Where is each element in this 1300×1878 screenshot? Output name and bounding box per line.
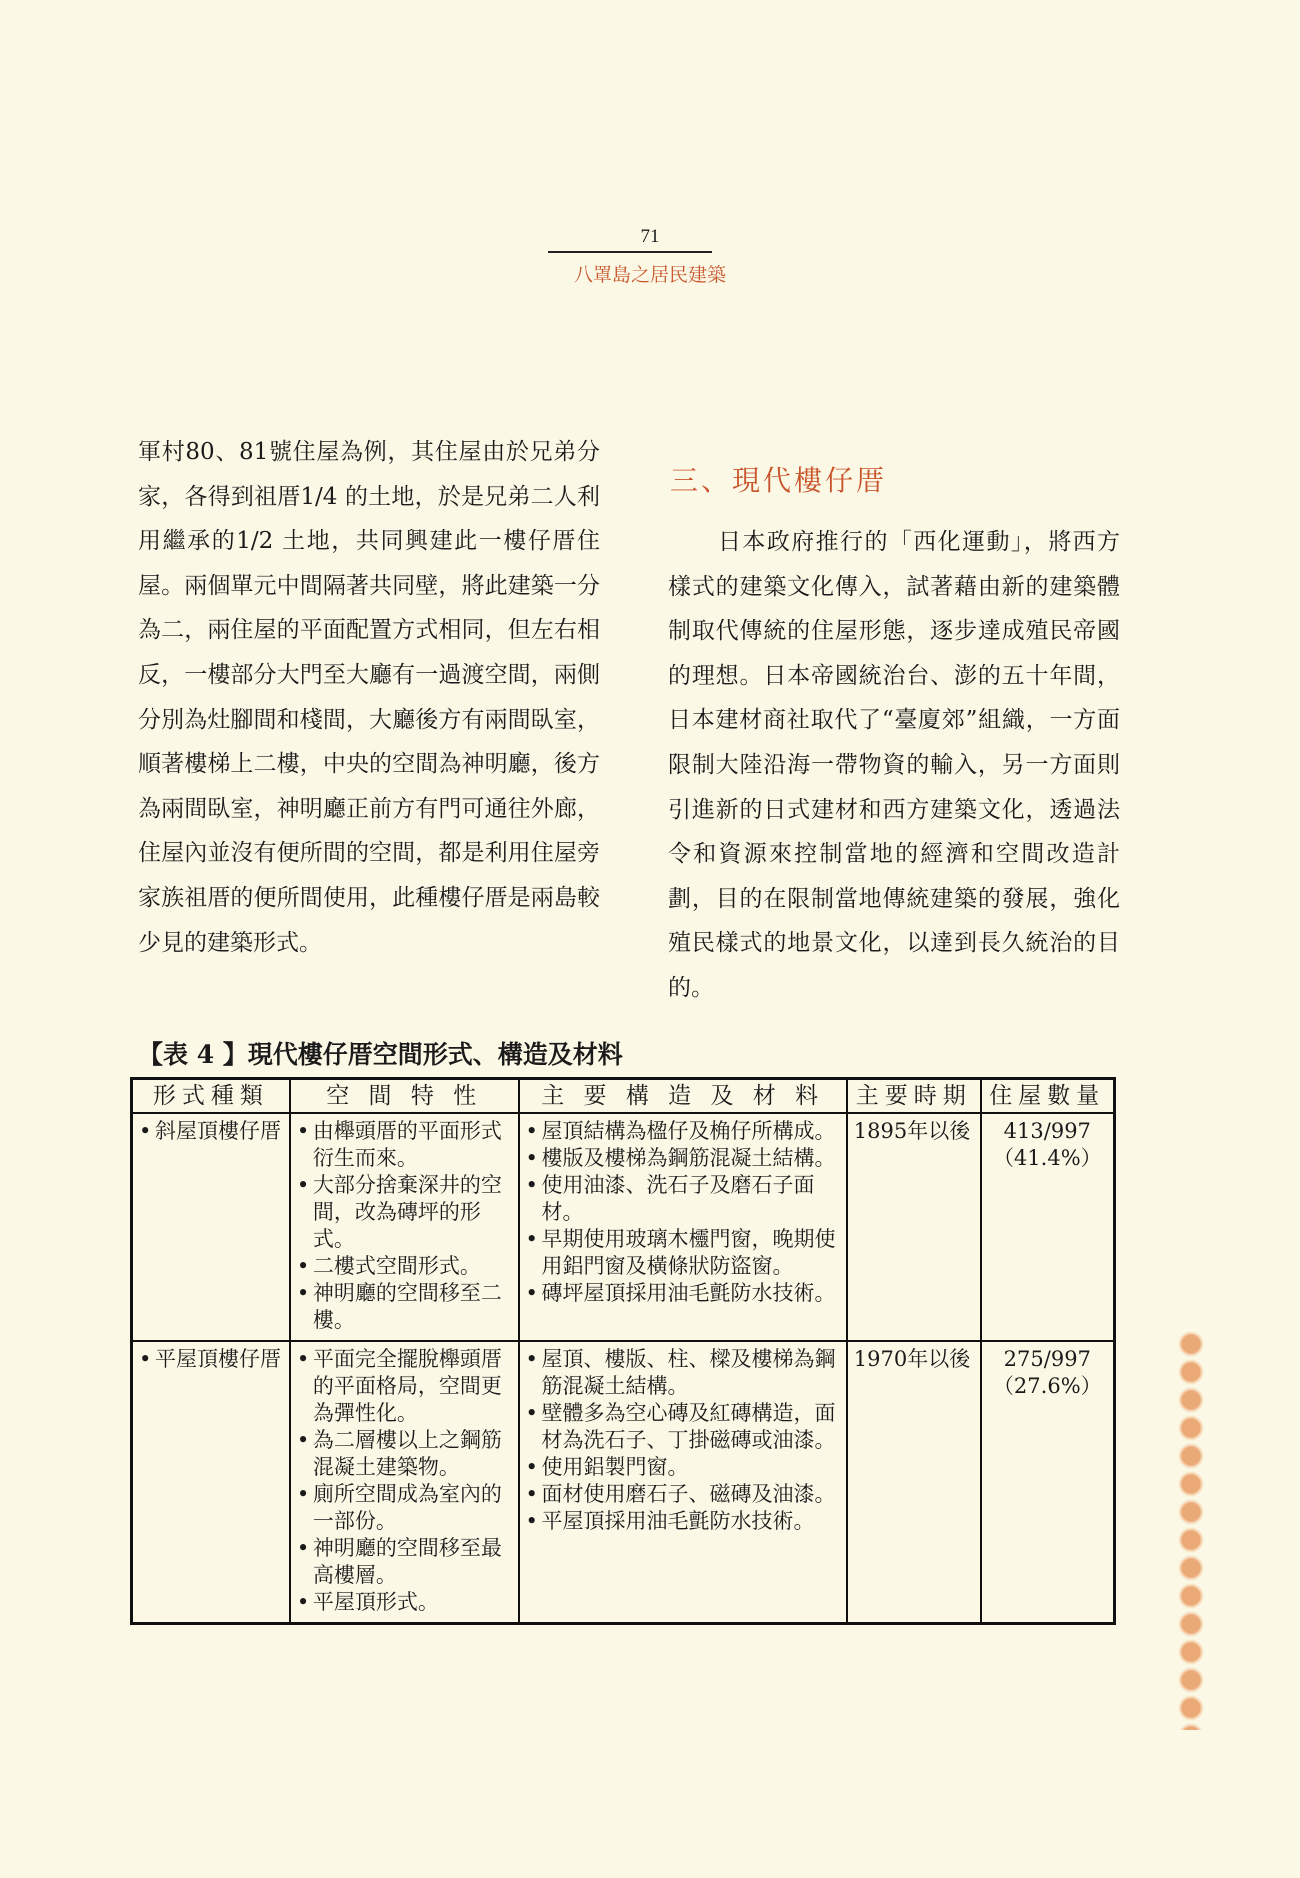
table-caption: 【表 4 】現代樓仔厝空間形式、構造及材料 xyxy=(138,1040,623,1069)
material-item: • 屋頂結構為楹仔及桷仔所構成。 xyxy=(526,1118,840,1145)
cell-type xyxy=(132,1341,290,1624)
space-item: • 平屋頂形式。 xyxy=(297,1589,512,1616)
space-item: • 二樓式空間形式。 xyxy=(297,1253,512,1280)
count-value: 413/997 xyxy=(1003,1119,1091,1143)
type-label: • 斜屋頂樓仔厝 xyxy=(139,1118,283,1145)
margin-decoration xyxy=(1176,1330,1206,1730)
space-item: • 大部分捨棄深井的空間，改為磚坪的形式。 xyxy=(297,1172,512,1253)
material-item: • 使用鋁製門窗。 xyxy=(526,1454,840,1481)
material-item: • 磚坪屋頂採用油毛氈防水技術。 xyxy=(526,1280,840,1307)
material-item: • 使用油漆、洗石子及磨石子面材。 xyxy=(526,1172,840,1226)
header-rule xyxy=(548,251,712,253)
section-heading: 三、現代樓仔厝 xyxy=(670,464,888,497)
cell-materials xyxy=(519,1341,847,1624)
cell-space xyxy=(290,1341,519,1624)
left-paragraph: 軍村80、81號住屋為例，其住屋由於兄弟分家，各得到祖厝1/4 的土地，於是兄弟二人利用繼承的1/2 土地，共同興建此一樓仔厝住屋。兩個單元中間隔著共同壁，將此建築一分為二，兩住屋的平面配置方式相同，但左右相反，一樓部分大門至大廳有一過渡空間，兩側分別為灶腳間和棧間，大廳後方有兩間臥室，順著樓梯上二樓，中央的空間為神明廳，後方為兩間臥室，神明廳正前方有門可通往外廊，住屋內並沒有便所間的空間，都是利用住屋旁家族祖厝的便所間使用，此種樓仔厝是兩島較少見的建築形式。 xyxy=(138,439,600,956)
header-period: 主要時期 xyxy=(847,1079,981,1114)
cell-count xyxy=(981,1341,1115,1624)
space-item: • 為二層樓以上之鋼筋混凝土建築物。 xyxy=(297,1427,512,1481)
space-item: • 神明廳的空間移至二樓。 xyxy=(297,1280,512,1334)
table-row xyxy=(132,1113,1115,1341)
right-column-text xyxy=(668,520,1120,1011)
header-space: 空 間 特 性 xyxy=(290,1079,519,1114)
material-item: • 面材使用磨石子、磁磚及油漆。 xyxy=(526,1481,840,1508)
count-percent: （27.6%） xyxy=(992,1374,1102,1398)
space-item: • 平面完全擺脫櫸頭厝的平面格局，空間更為彈性化。 xyxy=(297,1346,512,1427)
page-number: 71 xyxy=(640,226,660,247)
left-column-text xyxy=(138,430,600,965)
running-title: 八罩島之居民建築 xyxy=(573,264,726,286)
header-count: 住屋數量 xyxy=(981,1079,1115,1114)
table-header-row xyxy=(132,1079,1115,1114)
header-type: 形式種類 xyxy=(132,1079,290,1114)
right-paragraph: 日本政府推行的「西化運動」，將西方樣式的建築文化傳入，試著藉由新的建築體制取代傳統的住屋形態，逐步達成殖民帝國的理想。日本帝國統治台、澎的五十年間，日本建材商社取代了“臺廈郊”組織，一方面限制大陸沿海一帶物資的輸入，另一方面則引進新的日式建材和西方建築文化，透過法令和資源來控制當地的經濟和空間改造計劃，目的在限制當地傳統建築的發展，強化殖民樣式的地景文化，以達到長久統治的目的。 xyxy=(668,529,1120,1001)
header-materials: 主 要 構 造 及 材 料 xyxy=(519,1079,847,1114)
cell-period: 1895年以後 xyxy=(847,1113,981,1341)
cell-count xyxy=(981,1113,1115,1341)
material-item: • 樓版及樓梯為鋼筋混凝土結構。 xyxy=(526,1145,840,1172)
space-item: • 神明廳的空間移至最高樓層。 xyxy=(297,1535,512,1589)
material-item: • 早期使用玻璃木欞門窗，晚期使用鋁門窗及橫條狀防盜窗。 xyxy=(526,1226,840,1280)
cell-period: 1970年以後 xyxy=(847,1341,981,1624)
building-spec-table xyxy=(130,1077,1116,1625)
space-item: • 由櫸頭厝的平面形式衍生而來。 xyxy=(297,1118,512,1172)
space-item: • 廁所空間成為室內的一部份。 xyxy=(297,1481,512,1535)
table-row xyxy=(132,1341,1115,1624)
cell-type xyxy=(132,1113,290,1341)
cell-materials xyxy=(519,1113,847,1341)
material-item: • 屋頂、樓版、柱、樑及樓梯為鋼筋混凝土結構。 xyxy=(526,1346,840,1400)
type-label: • 平屋頂樓仔厝 xyxy=(139,1346,283,1373)
material-item: • 壁體多為空心磚及紅磚構造，面材為洗石子、丁掛磁磚或油漆。 xyxy=(526,1400,840,1454)
cell-space xyxy=(290,1113,519,1341)
count-value: 275/997 xyxy=(1003,1347,1091,1371)
count-percent: （41.4%） xyxy=(992,1146,1102,1170)
material-item: • 平屋頂採用油毛氈防水技術。 xyxy=(526,1508,840,1535)
